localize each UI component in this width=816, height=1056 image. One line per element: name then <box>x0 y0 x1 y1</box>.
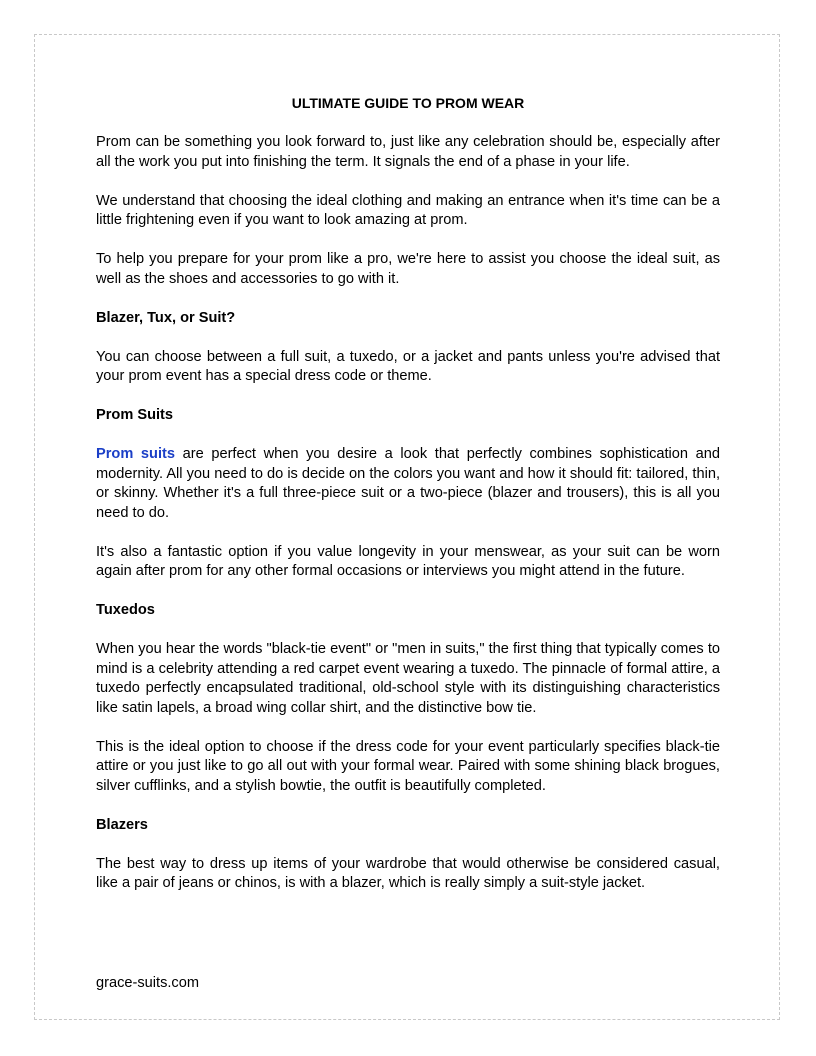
prom-suits-paragraph-1 <box>96 445 720 523</box>
tuxedos-paragraph-1: When you hear the words "black-tie event" or "men in suits," the first thing that typically comes to mind is a celebrity attending a red carpet event wearing a tuxedo. The pinnacle of formal attire, a tuxedo perfectly encapsulated traditional, old-school style with its distinguishing characteristics like satin lapels, a broad wing collar shirt, and the distinctive bow tie. <box>96 641 720 716</box>
prom-suits-link[interactable]: Prom suits <box>96 446 175 462</box>
document-body <box>96 88 720 913</box>
prom-suits-paragraph-text: are perfect when you desire a look that perfectly combines sophistication and modernity. All you need to do is decide on the colors you want and how it should fit: tailored, thin, or skinny. Whether it's a full three-piece suit or a two-piece (blazer and trousers), this is all you need to do. <box>96 446 720 521</box>
prom-suits-paragraph-2: It's also a fantastic option if you value longevity in your menswear, as your suit can be worn again after prom for any other formal occasions or interviews you might attend in the future. <box>96 543 720 579</box>
heading-blazers: Blazers <box>96 816 148 833</box>
heading-tuxedos: Tuxedos <box>96 602 155 618</box>
intro-paragraph-1: Prom can be something you look forward to, just like any celebration should be, especially after all the work you put into finishing the term. It signals the end of a phase in your life. <box>96 134 720 170</box>
intro-paragraph-2: We understand that choosing the ideal clothing and making an entrance when it's time can be a little frightening even if you want to look amazing at prom. <box>96 192 720 228</box>
heading-prom-suits: Prom Suits <box>96 407 174 423</box>
page-title: ULTIMATE GUIDE TO PROM WEAR <box>291 95 525 111</box>
blazers-paragraph: The best way to dress up items of your wardrobe that would otherwise be considered casual, like a pair of jeans or chinos, is with a blazer, which is really simply a suit-style jacket. <box>96 855 720 891</box>
heading-blazer-tux-suit: Blazer, Tux, or Suit? <box>96 309 236 326</box>
blazer-tux-suit-paragraph: You can choose between a full suit, a tuxedo, or a jacket and pants unless you're advised that your prom event has a special dress code or theme. <box>96 348 720 384</box>
intro-paragraph-3: To help you prepare for your prom like a pro, we're here to assist you choose the ideal suit, as well as the shoes and accessories to go with it. <box>96 251 720 287</box>
footer-domain: grace-suits.com <box>96 975 199 991</box>
tuxedos-paragraph-2: This is the ideal option to choose if the dress code for your event particularly specifies black-tie attire or you just like to go all out with your formal wear. Paired with some shining black brogues, silver cufflinks, and a stylish bowtie, the outfit is beautifully completed. <box>96 738 720 794</box>
